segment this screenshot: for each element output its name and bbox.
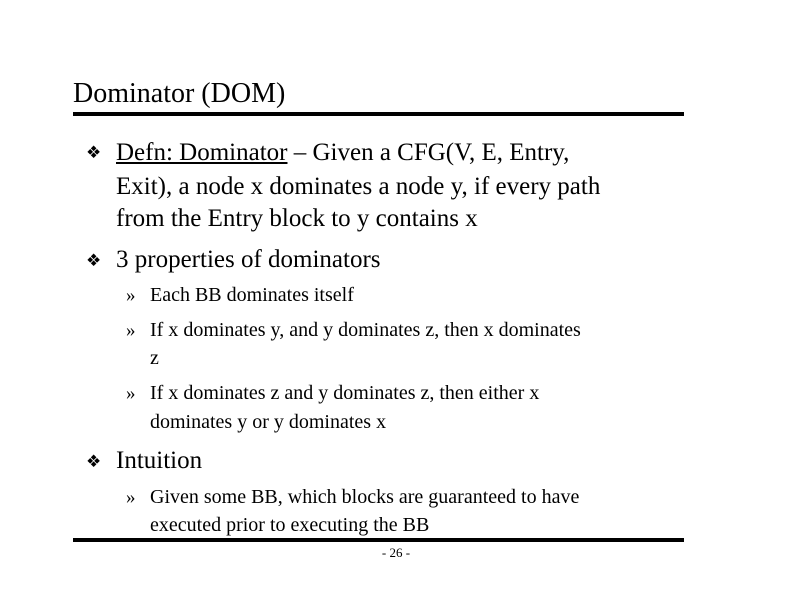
- sub-bullet-2-2-line-1: If x dominates y, and y dominates z, then x dominates: [150, 319, 581, 341]
- page-number: - 26 -: [381, 545, 411, 560]
- sub-bullet-2-1-line-1: Each BB dominates itself: [150, 284, 354, 306]
- sub-bullet-3-1-line-1: Given some BB, which blocks are guaranteed to have: [150, 486, 580, 508]
- bullet-3-text: Intuition: [116, 447, 203, 474]
- bullet-2-icon: ❖: [86, 251, 102, 270]
- definition-term: Defn: Dominator: [116, 139, 288, 166]
- sub-bullet-2-3-line-1: If x dominates z and y dominates z, then either x: [150, 382, 540, 404]
- bullet-1-line-1: [116, 137, 569, 168]
- title-divider: [73, 112, 684, 116]
- sub-bullet-2-2-icon: »: [126, 320, 136, 341]
- bullet-1-text-1: – Given a CFG(V, E, Entry,: [287, 139, 570, 166]
- slide-title: Dominator (DOM): [73, 78, 286, 109]
- sub-bullet-2-3-icon: »: [126, 383, 136, 404]
- sub-bullet-2-2-line-2: z: [150, 347, 159, 369]
- bullet-1-line-3: from the Entry block to y contains x: [116, 205, 478, 232]
- footer-divider: [73, 538, 684, 542]
- sub-bullet-2-1-icon: »: [126, 285, 136, 306]
- sub-bullet-3-1-icon: »: [126, 487, 136, 508]
- bullet-3-icon: ❖: [86, 452, 102, 471]
- sub-bullet-2-3-line-2: dominates y or y dominates x: [150, 411, 387, 433]
- bullet-1-line-2: Exit), a node x dominates a node y, if every path: [116, 173, 601, 200]
- sub-bullet-3-1-line-2: executed prior to executing the BB: [150, 514, 430, 536]
- bullet-2-text: 3 properties of dominators: [116, 246, 381, 273]
- bullet-1-icon: ❖: [86, 143, 102, 162]
